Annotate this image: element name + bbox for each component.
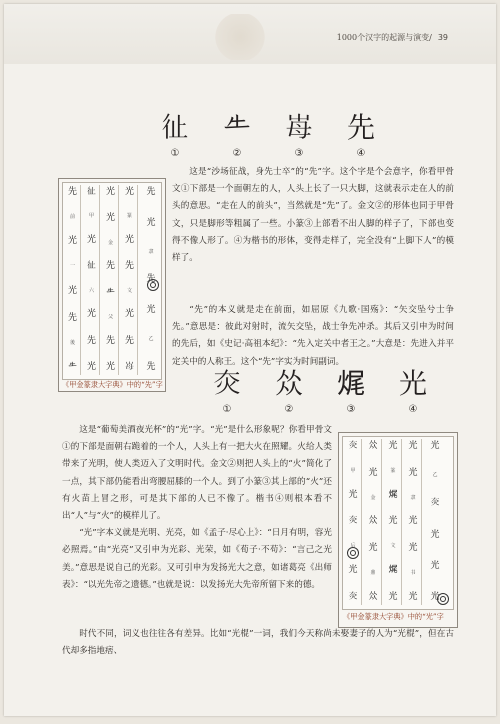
glyph-evolution-xian bbox=[144, 112, 392, 160]
page-number: 39 bbox=[437, 33, 448, 42]
text-xian-part2 bbox=[172, 302, 454, 371]
dictionary-figure-xian: 先 前 光 一 光 先 後 𠂒 𢓊 甲 光 𢓊 六 光 先 光 光 光 金 先 𠂒 父 先 光 光 篆 光 先 文 光 先 𡴋 先 光 隶 先 光 乙 先 《甲金篆隶大字典》中的“先”字 bbox=[58, 178, 166, 392]
glyph-evolution-guang bbox=[196, 368, 444, 416]
header-ornament bbox=[214, 14, 266, 60]
paragraph: 这是“沙场征战，身先士卒”的“先”字。这个字是个会意字，你看甲骨文①下部是一个面朝左的人，人头上长了一只大脚，这就表示走在人的前头的意思。“走在人的前头”，当然就是“先”了。金文②的形体也同于甲骨文，只是脚形等粗属了一些。小篆③上部看不出人脚的样子了，下部也变得不像人形了。④为楷书的形体，变得走样了，完全没有“上脚下人”的模样了。 bbox=[172, 167, 454, 264]
paragraph: “先”的本义就是走在前面，如屈原《九歌·国殇》：“矢交坠兮士争先。”意思是：彼此对射时，流矢交坠，战士争先冲杀。其后又引申为时间的先后，如《史记·高祖本纪》：“先入定关中者王之。”大意是：先进入并平定关中的人称王。这个“先”字实为时间副词。 bbox=[172, 305, 454, 367]
figure-caption-xian: 《甲金篆隶大字典》中的“先”字 bbox=[62, 380, 163, 389]
glyph-oracle: 𢓊 ① bbox=[160, 111, 189, 159]
glyph-seal: 𡴋 ③ bbox=[284, 111, 313, 159]
paragraph: 时代不同，词义也往往各有差异。比如“光棍”一词，我们今天称尚未娶妻子的人为“光棍”，但在古代却多指地痞、 bbox=[62, 629, 454, 657]
running-title: 1000个汉字的起源与演变 bbox=[336, 33, 430, 42]
glyph-bronze: 𠂒 ② bbox=[222, 111, 251, 159]
glyph-seal: 𤈦 ③ bbox=[336, 367, 365, 415]
text-guang-last bbox=[62, 626, 454, 660]
text-guang bbox=[62, 422, 332, 594]
paragraph: “光”字本义就是光明、光亮，如《孟子·尽心上》：“日月有明，容光必照焉。”由“光亮”又引申为光彩、光荣，如《荀子·不苟》：“言己之光美。”意思是说自己的光彩。又可引申为发扬光大之意，如诸葛亮《出师表》：“以光先帝之遗德。”也就是说：以发扬光大先帝所留下来的德。 bbox=[62, 528, 332, 590]
book-page bbox=[4, 4, 496, 716]
glyph-regular: 光 ④ bbox=[398, 367, 427, 415]
paragraph: 这是“葡萄美酒夜光杯”的“光”字。“光”是什么形象呢？你看甲骨文①的下部是面朝右跪着的一个人，人头上有一把大火在照耀。火给人类带来了光明，使人类迈入了文明时代。金文②则把人头上的“火”简化了一点，其下部仍能看出弯腰屈膝的一个人。到了小篆③其上部的“火”还有火苗上冒之形，可是其下部的人已不像了。楷书④则根本看不出“人”与“火”的模样儿了。 bbox=[62, 425, 332, 522]
figure-caption-guang: 《甲金篆隶大字典》中的“光”字 bbox=[343, 612, 444, 621]
text-xian-part1 bbox=[172, 164, 454, 267]
running-head: 1000个汉字的起源与演变/ 39 bbox=[336, 33, 448, 42]
dictionary-figure-guang: 𤆍 甲 光 𤆍 后 光 𤆍 𠈌 光 金 𠈌 光 鼎 𠈌 光 篆 𤈦 光 文 𤈦 光 光 光 隶 光 光 书 光 光 乙 𤆍 光 光 光 《甲金篆隶大字典》中的“光”字 bbox=[338, 432, 458, 628]
glyph-bronze: 𠈌 ② bbox=[274, 367, 303, 415]
glyph-oracle: 𤆍 ① bbox=[212, 367, 241, 415]
glyph-regular: 先 ④ bbox=[346, 111, 375, 159]
